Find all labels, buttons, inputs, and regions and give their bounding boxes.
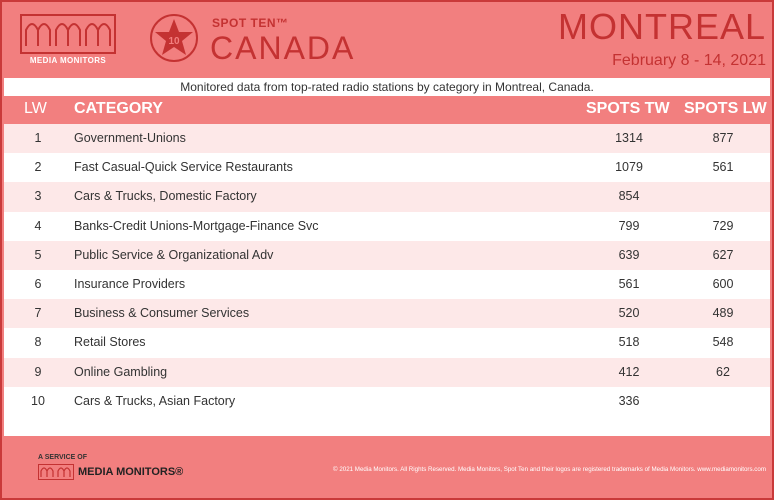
copyright: © 2021 Media Monitors. All Rights Reserved. Media Monitors, Spot Ten and their logos are registered trademarks of Media Monitors. www.mediamonitors.com xyxy=(333,466,766,473)
cell-category: Online Gambling xyxy=(74,364,168,379)
table-header xyxy=(4,96,770,124)
table-row xyxy=(4,328,770,357)
header xyxy=(0,0,774,78)
cell-category: Insurance Providers xyxy=(74,276,186,291)
header-spots-lw: SPOTS LW xyxy=(684,100,767,117)
cell-spots-tw: 412 xyxy=(618,364,640,379)
cell-lw: 4 xyxy=(34,218,42,233)
waveform-icon xyxy=(20,14,116,54)
table-row xyxy=(4,212,770,241)
header-category: CATEGORY xyxy=(74,100,163,117)
footer-logo xyxy=(38,464,183,480)
table-row xyxy=(4,270,770,299)
table-row xyxy=(4,299,770,328)
table-row xyxy=(4,153,770,182)
cell-spots-tw: 561 xyxy=(618,276,640,291)
spot-ten-label: SPOT TEN™ xyxy=(212,16,289,30)
cell-lw: 6 xyxy=(34,276,42,291)
cell-spots-lw: 877 xyxy=(712,131,734,145)
cell-spots-lw: 627 xyxy=(712,247,734,262)
cell-lw: 5 xyxy=(34,247,42,262)
cell-spots-tw: 854 xyxy=(618,189,640,204)
cell-category: Business & Consumer Services xyxy=(74,306,250,321)
spots-table xyxy=(4,96,770,416)
cell-spots-tw: 518 xyxy=(618,335,640,350)
cell-lw: 1 xyxy=(34,131,42,145)
cell-category: Cars & Trucks, Asian Factory xyxy=(74,393,236,408)
cell-lw: 2 xyxy=(34,160,42,175)
cell-category: Fast Casual-Quick Service Restaurants xyxy=(74,160,293,175)
header-spots-tw: SPOTS TW xyxy=(586,100,670,117)
subtitle: Monitored data from top-rated radio stations by category in Montreal, Canada. xyxy=(4,78,770,96)
cell-spots-lw: 600 xyxy=(712,276,734,291)
cell-category: Cars & Trucks, Domestic Factory xyxy=(74,189,257,204)
table-row xyxy=(4,124,770,153)
badge-number: 10 xyxy=(168,36,180,47)
cell-lw: 3 xyxy=(34,189,42,204)
city-title: MONTREAL xyxy=(557,6,766,47)
cell-category: Banks-Credit Unions-Mortgage-Finance Svc xyxy=(74,218,319,233)
date-range: February 8 - 14, 2021 xyxy=(612,52,766,69)
service-label: A SERVICE OF xyxy=(38,454,88,461)
table-body xyxy=(4,124,770,416)
media-monitors-logo xyxy=(20,14,116,66)
table-row xyxy=(4,387,770,416)
cell-lw: 10 xyxy=(31,393,45,408)
footer-logo-text: MEDIA MONITORS® xyxy=(78,466,184,478)
spot-ten-star-icon xyxy=(150,14,198,62)
cell-lw: 9 xyxy=(34,364,42,379)
cell-category: Government-Unions xyxy=(74,131,186,145)
cell-lw: 7 xyxy=(34,306,42,321)
cell-spots-tw: 520 xyxy=(618,306,640,321)
footer xyxy=(0,436,774,500)
cell-spots-tw: 799 xyxy=(618,218,640,233)
cell-category: Retail Stores xyxy=(74,335,146,350)
cell-spots-lw: 561 xyxy=(712,160,734,175)
header-lw: LW xyxy=(24,100,47,117)
cell-spots-tw: 1079 xyxy=(615,160,643,175)
cell-spots-lw: 489 xyxy=(712,306,734,321)
cell-spots-tw: 1314 xyxy=(615,131,643,145)
cell-spots-lw: 548 xyxy=(712,335,734,350)
table-bottom-spacer xyxy=(4,414,770,436)
footer-waveform-icon xyxy=(38,464,74,480)
cell-spots-tw: 639 xyxy=(618,247,640,262)
table-row xyxy=(4,182,770,211)
logo-text: MEDIA MONITORS xyxy=(29,56,107,65)
country-title: CANADA xyxy=(210,30,356,66)
table-row xyxy=(4,358,770,387)
cell-lw: 8 xyxy=(34,335,42,350)
cell-category: Public Service & Organizational Adv xyxy=(74,247,274,262)
cell-spots-lw: 62 xyxy=(716,364,730,379)
cell-spots-tw: 336 xyxy=(618,393,640,408)
cell-spots-lw: 729 xyxy=(712,218,734,233)
table-row xyxy=(4,241,770,270)
